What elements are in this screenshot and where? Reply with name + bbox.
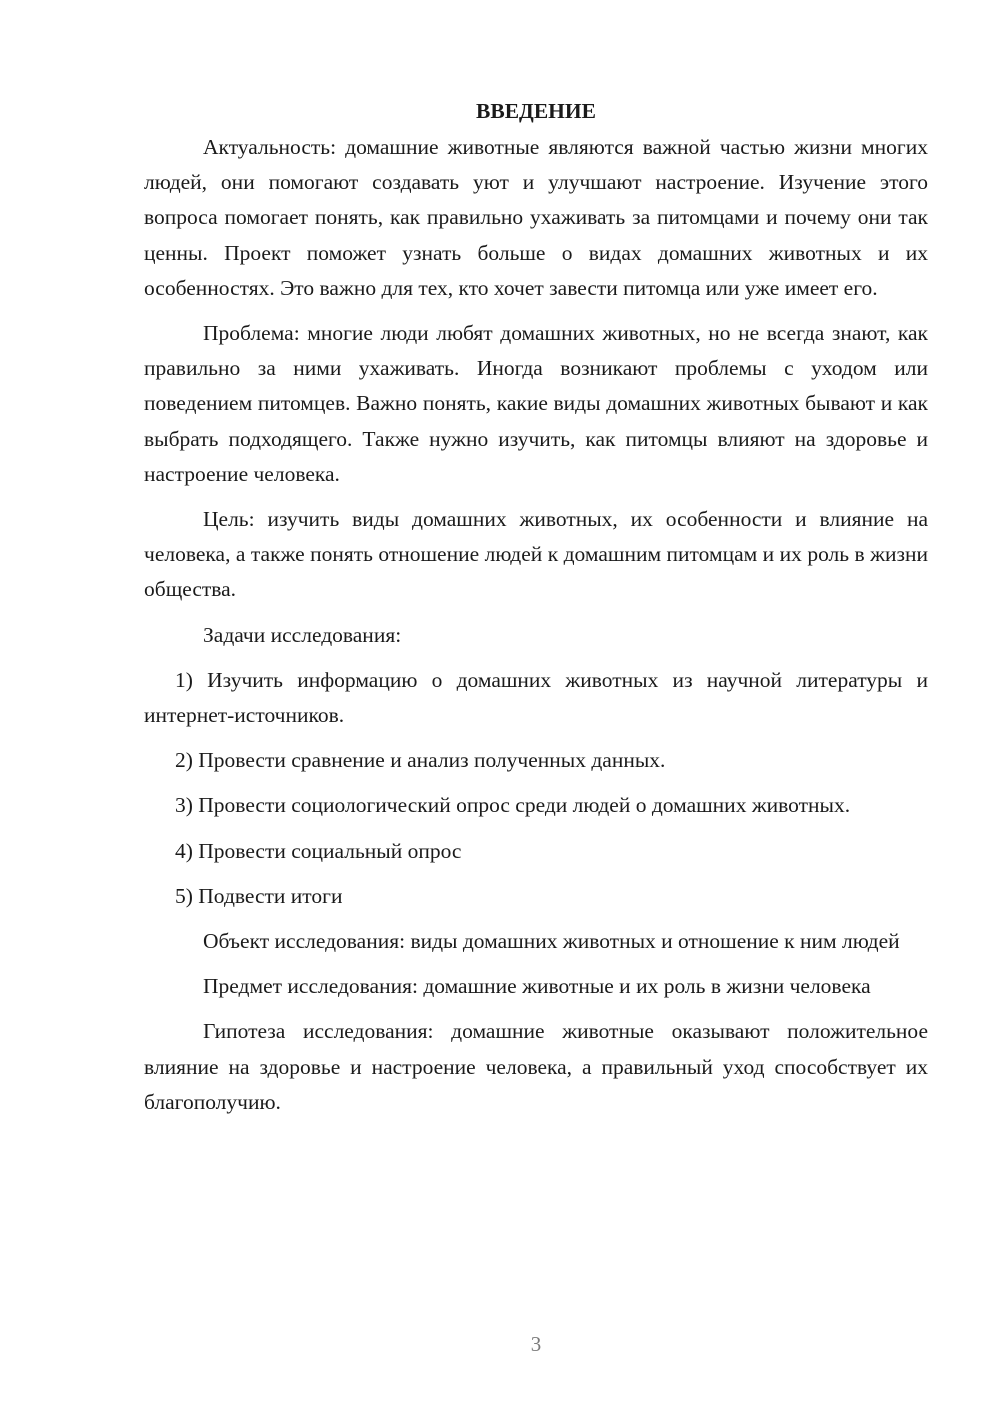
paragraph-tasks-heading: Задачи исследования: — [203, 622, 402, 647]
page-number: 3 — [530, 1332, 542, 1356]
task-item-1: 1) Изучить информацию о домашних животных из научной литературы и интернет-источников. — [144, 667, 928, 728]
paragraph-hypothesis: Гипотеза исследования: домашние животные оказывают положительное влияние на здоровье и настроение человека, а правильный уход способствует их благополучию. — [144, 1019, 928, 1114]
paragraph-relevance: Актуальность: домашние животные являются важной частью жизни многих людей, они помогают создавать уют и улучшают настроение. Изучение этого вопроса помогает понять, как правильно ухаживать за питомцами и почему они так ценны. Проект поможет узнать больше о видах домашних животных и их особенностях. Это важно для тех, кто хочет завести питомца или уже имеет его. — [144, 135, 928, 300]
paragraph-object: Объект исследования: виды домашних животных и отношение к ним людей — [203, 929, 900, 954]
paragraph-goal: Цель: изучить виды домашних животных, их особенности и влияние на человека, а также понять отношение людей к домашним питомцам и их роль в жизни общества. — [144, 507, 928, 602]
task-item-3: 3) Провести социологический опрос среди людей о домашних животных. — [175, 793, 851, 818]
paragraph-subject: Предмет исследования: домашние животные и их роль в жизни человека — [203, 974, 871, 999]
section-heading: ВВЕДЕНИЕ — [476, 99, 596, 123]
task-item-2: 2) Провести сравнение и анализ полученных данных. — [175, 748, 666, 773]
page-content — [144, 94, 928, 1120]
task-item-4: 4) Провести социальный опрос — [175, 838, 462, 863]
paragraph-problem: Проблема: многие люди любят домашних животных, но не всегда знают, как правильно за ними ухаживать. Иногда возникают проблемы с уходом или поведением питомцев. Важно понять, какие виды домашних животных бывают и как выбрать подходящего. Также нужно изучить, как питомцы влияют на здоровье и настроение человека. — [144, 321, 928, 486]
task-item-5: 5) Подвести итоги — [175, 883, 343, 908]
